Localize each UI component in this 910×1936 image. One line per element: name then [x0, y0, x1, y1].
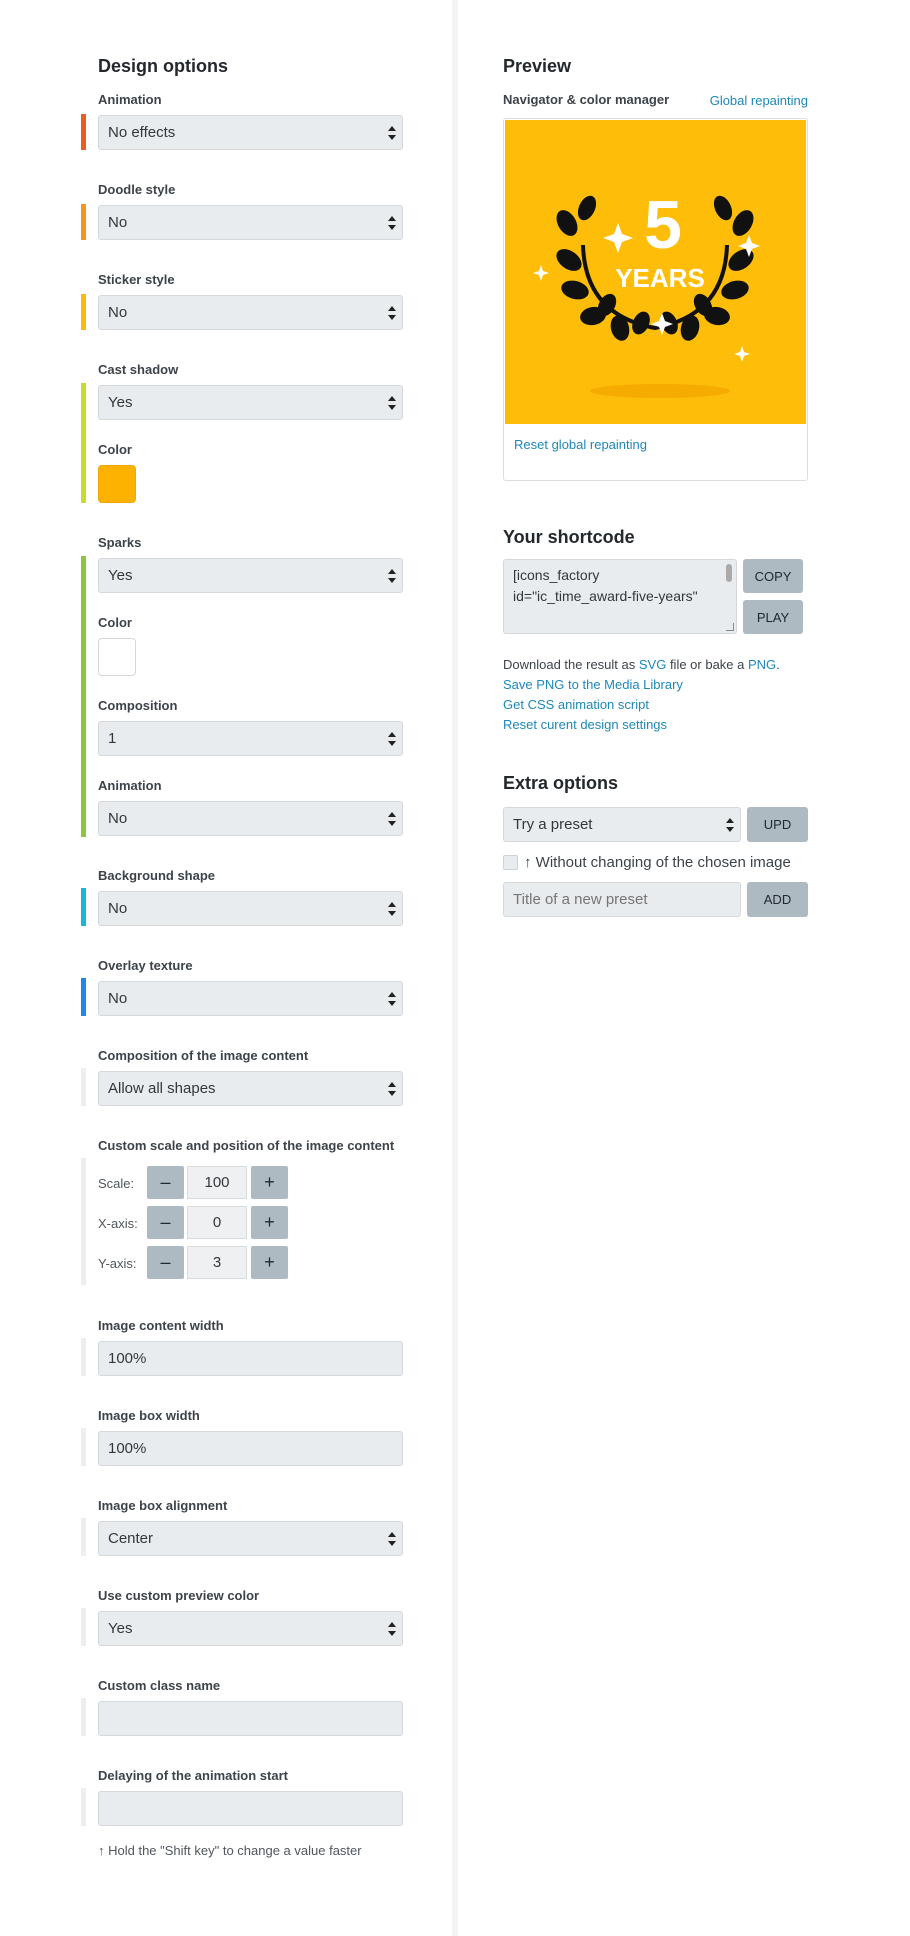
x-axis-value[interactable]: 0 — [187, 1206, 247, 1239]
preview-image[interactable] — [505, 120, 806, 424]
download-prefix: Download the result as — [503, 657, 639, 672]
preview-color-value: Yes — [108, 1620, 133, 1637]
animation-select-value: No effects — [108, 124, 176, 141]
class-name-input[interactable] — [98, 1701, 403, 1736]
award-number: 5 — [644, 187, 682, 263]
update-preset-button[interactable]: UPD — [747, 807, 808, 842]
background-shape-select[interactable] — [98, 891, 403, 926]
preset-select-value: Try a preset — [513, 816, 593, 833]
content-width-label: Image content width — [98, 1318, 224, 1333]
sticker-style-value: No — [108, 304, 128, 321]
shift-hint: ↑ Hold the "Shift key" to change a value faster — [98, 1843, 362, 1858]
background-shape-accent-bar — [81, 888, 86, 926]
doodle-accent-bar — [81, 204, 86, 240]
select-arrows-icon — [388, 568, 396, 584]
shortcode-text: [icons_factory id="ic_time_award-five-years" — [513, 567, 698, 604]
delay-accent-bar — [81, 1788, 86, 1826]
preset-select[interactable] — [503, 807, 741, 842]
y-axis-minus-button[interactable]: – — [147, 1246, 184, 1279]
download-middle: file or bake a — [666, 657, 748, 672]
scale-minus-button[interactable]: – — [147, 1166, 184, 1199]
shortcode-title: Your shortcode — [503, 527, 635, 547]
background-shape-label: Background shape — [98, 868, 216, 883]
content-composition-select[interactable] — [98, 1071, 403, 1106]
sticker-accent-bar — [81, 294, 86, 330]
select-arrows-icon — [388, 305, 396, 321]
cast-shadow-color-label: Color — [98, 442, 132, 457]
sparks-composition-label: Composition — [98, 698, 178, 713]
class-name-label: Custom class name — [98, 1678, 221, 1693]
shadow-shape — [590, 384, 730, 398]
sparks-value: Yes — [108, 567, 133, 584]
animation-select[interactable] — [98, 115, 403, 150]
sparks-animation-select[interactable] — [98, 801, 403, 836]
box-width-label: Image box width — [98, 1408, 200, 1423]
cast-shadow-color-swatch[interactable] — [98, 465, 136, 503]
sparks-accent-bar — [81, 556, 86, 837]
cast-shadow-value: Yes — [108, 394, 133, 411]
scale-value[interactable]: 100 — [187, 1166, 247, 1199]
save-png-link[interactable]: Save PNG to the Media Library — [503, 677, 683, 692]
without-changing-label: ↑ Without changing of the chosen image — [524, 854, 791, 871]
delay-input[interactable] — [98, 1791, 403, 1826]
sparks-animation-label: Animation — [98, 778, 162, 793]
preview-color-accent-bar — [81, 1608, 86, 1646]
preview-box — [503, 118, 808, 481]
preview-title: Preview — [503, 56, 572, 76]
box-width-input[interactable]: 100% — [98, 1431, 403, 1466]
sparks-composition-value: 1 — [108, 730, 117, 747]
css-animation-script-link[interactable]: Get CSS animation script — [503, 697, 649, 712]
award-five-years-icon — [505, 120, 806, 424]
sparks-color-label: Color — [98, 615, 132, 630]
box-alignment-label: Image box alignment — [98, 1498, 228, 1513]
cast-shadow-select[interactable] — [98, 385, 403, 420]
delay-label: Delaying of the animation start — [98, 1768, 288, 1783]
select-arrows-icon — [388, 1081, 396, 1097]
sparks-composition-select[interactable] — [98, 721, 403, 756]
preview-color-select[interactable] — [98, 1611, 403, 1646]
animation-accent-bar — [81, 114, 86, 150]
class-name-accent-bar — [81, 1698, 86, 1736]
select-arrows-icon — [388, 125, 396, 141]
cast-shadow-label: Cast shadow — [98, 362, 179, 377]
play-button[interactable]: PLAY — [743, 600, 803, 634]
download-suffix: . — [776, 657, 780, 672]
new-preset-title-input[interactable] — [503, 882, 741, 917]
box-alignment-select[interactable] — [98, 1521, 403, 1556]
sticker-style-label: Sticker style — [98, 272, 175, 287]
sparks-color-swatch[interactable] — [98, 638, 136, 676]
sticker-style-select[interactable] — [98, 295, 403, 330]
select-arrows-icon — [388, 395, 396, 411]
content-width-accent-bar — [81, 1338, 86, 1376]
select-arrows-icon — [388, 731, 396, 747]
content-composition-label: Composition of the image content — [98, 1048, 309, 1063]
resize-handle-icon[interactable] — [726, 623, 734, 631]
sparks-animation-value: No — [108, 810, 128, 827]
reset-design-settings-link[interactable]: Reset curent design settings — [503, 717, 668, 732]
sparks-select[interactable] — [98, 558, 403, 593]
sparks-label: Sparks — [98, 535, 142, 550]
box-alignment-value: Center — [108, 1530, 154, 1547]
animation-label: Animation — [98, 92, 162, 107]
select-arrows-icon — [388, 991, 396, 1007]
select-arrows-icon — [388, 1621, 396, 1637]
overlay-texture-accent-bar — [81, 978, 86, 1016]
shortcode-textarea[interactable] — [503, 559, 737, 634]
y-axis-value[interactable]: 3 — [187, 1246, 247, 1279]
download-png-link[interactable]: PNG — [747, 657, 777, 672]
y-axis-plus-button[interactable]: + — [251, 1246, 288, 1279]
without-changing-checkbox[interactable] — [503, 855, 518, 870]
design-options-title: Design options — [98, 56, 228, 76]
doodle-style-label: Doodle style — [98, 182, 176, 197]
cast-shadow-accent-bar — [81, 383, 86, 503]
add-preset-button[interactable]: ADD — [747, 882, 808, 917]
select-arrows-icon — [726, 817, 734, 833]
select-arrows-icon — [388, 901, 396, 917]
select-arrows-icon — [388, 1531, 396, 1547]
x-axis-plus-button[interactable]: + — [251, 1206, 288, 1239]
shortcode-scrollbar[interactable] — [726, 564, 732, 582]
download-line — [503, 657, 780, 672]
background-shape-value: No — [108, 900, 128, 917]
custom-scale-label: Custom scale and position of the image content — [98, 1138, 395, 1153]
copy-button[interactable]: COPY — [743, 559, 803, 593]
reset-global-repainting-link[interactable]: Reset global repainting — [514, 437, 647, 452]
doodle-style-select[interactable] — [98, 205, 403, 240]
custom-scale-accent-bar — [81, 1158, 86, 1285]
navigator-label: Navigator & color manager — [503, 92, 670, 107]
content-composition-accent-bar — [81, 1068, 86, 1106]
doodle-style-value: No — [108, 214, 128, 231]
select-arrows-icon — [388, 811, 396, 827]
overlay-texture-label: Overlay texture — [98, 958, 193, 973]
x-axis-label: X-axis: — [98, 1216, 138, 1231]
content-composition-value: Allow all shapes — [108, 1080, 216, 1097]
overlay-texture-select[interactable] — [98, 981, 403, 1016]
extra-options-title: Extra options — [503, 773, 619, 793]
scale-label: Scale: — [98, 1176, 135, 1191]
box-width-accent-bar — [81, 1428, 86, 1466]
content-width-input[interactable]: 100% — [98, 1341, 403, 1376]
x-axis-minus-button[interactable]: – — [147, 1206, 184, 1239]
download-svg-link[interactable]: SVG — [638, 657, 667, 672]
scale-plus-button[interactable]: + — [251, 1166, 288, 1199]
award-word: YEARS — [615, 263, 705, 293]
y-axis-label: Y-axis: — [98, 1256, 137, 1271]
column-divider — [452, 0, 458, 1936]
box-alignment-accent-bar — [81, 1518, 86, 1556]
overlay-texture-value: No — [108, 990, 128, 1007]
preview-color-label: Use custom preview color — [98, 1588, 260, 1603]
select-arrows-icon — [388, 215, 396, 231]
global-repainting-link[interactable]: Global repainting — [709, 93, 808, 108]
